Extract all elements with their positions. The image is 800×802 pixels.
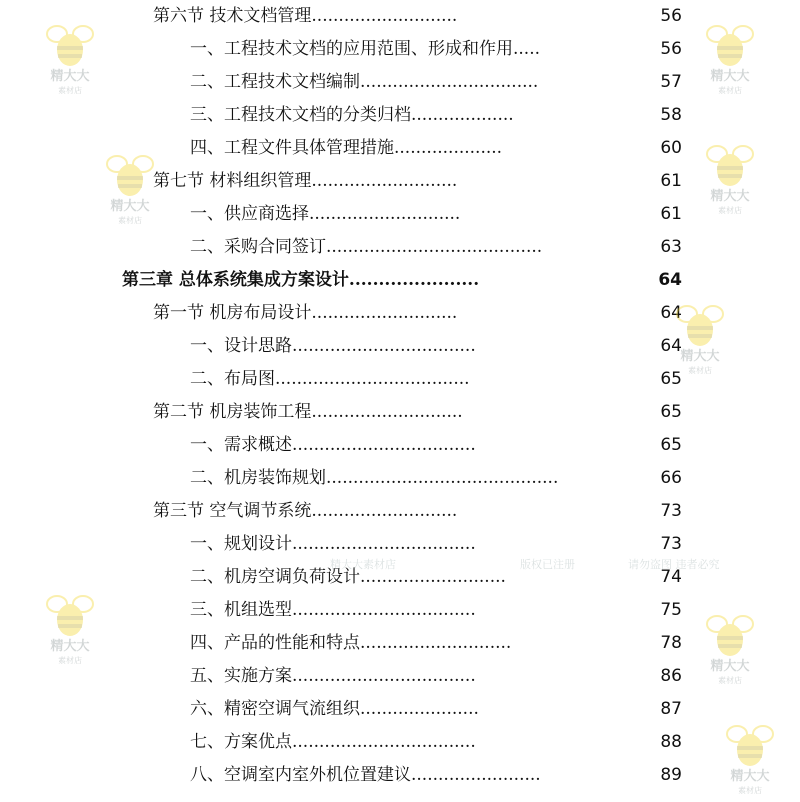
toc-leader-dots: ............................ — [360, 633, 512, 653]
toc-leader-dots: .................................. — [292, 336, 476, 356]
toc-leader-dots: ........................... — [311, 6, 458, 26]
toc-leader-dots: ................... — [411, 105, 514, 125]
toc-entry — [190, 730, 476, 754]
toc-entry — [122, 268, 479, 292]
toc-entry-label: 五、实施方案 — [190, 666, 292, 686]
toc-page-number: 63 — [660, 237, 682, 257]
toc-entry-label: 第一节 机房布局设计 — [153, 303, 312, 323]
toc-entry-label: 二、工程技术文档编制 — [190, 72, 360, 92]
toc-page-number: 60 — [660, 138, 682, 158]
toc-page-number: 73 — [660, 534, 682, 554]
toc-entry-label: 第三节 空气调节系统 — [153, 501, 312, 521]
svg-text:精大大: 精大大 — [710, 189, 750, 204]
toc-entry — [190, 532, 476, 556]
toc-page-number: 75 — [660, 600, 682, 620]
toc-page-number: 56 — [660, 6, 682, 26]
toc-entry — [190, 598, 476, 622]
toc-leader-dots: ........................... — [311, 171, 458, 191]
toc-entry — [190, 70, 538, 94]
svg-text:素材店: 素材店 — [58, 86, 82, 95]
toc-leader-dots: ........................... — [311, 303, 458, 323]
toc-entry-label: 第二节 机房装饰工程 — [153, 402, 312, 422]
watermark-notice: 精大大素材店 — [330, 558, 396, 571]
toc-entry-label: 一、设计思路 — [190, 336, 292, 356]
toc-entry-label: 六、精密空调气流组织 — [190, 699, 360, 719]
toc-leader-dots: .................................. — [292, 435, 476, 455]
toc-entry — [190, 103, 514, 127]
toc-leader-dots: ..... — [513, 39, 541, 59]
toc-leader-dots: .................................. — [292, 534, 476, 554]
toc-entry-label: 一、工程技术文档的应用范围、形成和作用 — [190, 39, 513, 59]
toc-leader-dots: ............................ — [309, 204, 461, 224]
toc-entry — [190, 202, 460, 226]
toc-page-number: 61 — [660, 204, 682, 224]
toc-leader-dots: ........................................... — [326, 468, 559, 488]
toc-page-number: 56 — [660, 39, 682, 59]
toc-entry-label: 二、机房装饰规划 — [190, 468, 326, 488]
toc-entry — [190, 664, 476, 688]
toc-entry — [153, 169, 457, 193]
svg-text:素材店: 素材店 — [118, 216, 142, 225]
toc-page-number: 88 — [660, 732, 682, 752]
toc-page-number: 64 — [660, 336, 682, 356]
toc-page-number: 65 — [660, 369, 682, 389]
toc-entry-label: 第六节 技术文档管理 — [153, 6, 312, 26]
svg-text:素材店: 素材店 — [738, 786, 762, 795]
toc-page-number: 87 — [660, 699, 682, 719]
toc-page-number: 58 — [660, 105, 682, 125]
toc-entry-label: 三、机组选型 — [190, 600, 292, 620]
toc-entry-label: 一、规划设计 — [190, 534, 292, 554]
toc-page-number: 66 — [660, 468, 682, 488]
toc-entry — [190, 433, 476, 457]
svg-text:精大大: 精大大 — [110, 199, 150, 214]
svg-text:精大大: 精大大 — [50, 639, 90, 654]
toc-leader-dots: ............................ — [311, 402, 463, 422]
toc-page-number: 64 — [660, 303, 682, 323]
svg-text:素材店: 素材店 — [58, 656, 82, 665]
toc-leader-dots: .................................. — [292, 600, 476, 620]
svg-text:素材店: 素材店 — [718, 676, 742, 685]
toc-page-number: 61 — [660, 171, 682, 191]
toc-entry-label: 二、采购合同签订 — [190, 237, 326, 257]
toc-entry-label: 四、产品的性能和特点 — [190, 633, 360, 653]
toc-page-number: 57 — [660, 72, 682, 92]
svg-text:精大大: 精大大 — [710, 69, 750, 84]
toc-leader-dots: ........................... — [311, 501, 458, 521]
svg-text:精大大: 精大大 — [730, 769, 770, 784]
toc-entry — [190, 466, 558, 490]
toc-entry — [153, 301, 457, 325]
svg-text:精大大: 精大大 — [680, 349, 720, 364]
toc-leader-dots: ................................. — [360, 72, 539, 92]
toc-entry — [190, 235, 542, 259]
toc-entry-label: 八、空调室内室外机位置建议 — [190, 765, 411, 785]
toc-entry — [190, 334, 476, 358]
toc-entry-label: 二、布局图 — [190, 369, 275, 389]
svg-text:精大大: 精大大 — [710, 659, 750, 674]
watermark-notice: 请勿盗图 违者必究 — [628, 558, 720, 571]
toc-entry — [153, 4, 457, 28]
toc-entry-label: 四、工程文件具体管理措施 — [190, 138, 394, 158]
toc-page-number: 78 — [660, 633, 682, 653]
svg-text:素材店: 素材店 — [718, 206, 742, 215]
watermark-notice: 版权已注册 — [520, 558, 575, 571]
toc-leader-dots: .................................. — [292, 666, 476, 686]
toc-entry-label: 第七节 材料组织管理 — [153, 171, 312, 191]
toc-entry-label: 七、方案优点 — [190, 732, 292, 752]
toc-entry — [190, 136, 502, 160]
toc-leader-dots: ...................... — [360, 699, 479, 719]
toc-entry — [190, 763, 541, 787]
toc-entry — [190, 631, 511, 655]
toc-page-number: 73 — [660, 501, 682, 521]
toc-entry-label: 三、工程技术文档的分类归档 — [190, 105, 411, 125]
svg-text:精大大: 精大大 — [50, 69, 90, 84]
toc-entry-label: 第三章 总体系统集成方案设计 — [122, 270, 349, 290]
toc-leader-dots: ........................ — [411, 765, 541, 785]
toc-leader-dots: ........................... — [360, 567, 506, 587]
toc-page-number: 74 — [660, 567, 682, 587]
toc-leader-dots: .................... — [394, 138, 503, 158]
toc-entry — [190, 367, 470, 391]
toc-entry-label: 二、机房空调负荷设计 — [190, 567, 360, 587]
toc-page-number: 86 — [660, 666, 682, 686]
svg-text:素材店: 素材店 — [688, 366, 712, 375]
toc-entry — [190, 37, 540, 61]
toc-leader-dots: ........................................ — [326, 237, 543, 257]
toc-page-number: 64 — [658, 270, 682, 290]
toc-entry — [190, 697, 479, 721]
toc-page-number: 65 — [660, 435, 682, 455]
toc-entry — [153, 499, 457, 523]
toc-entry — [153, 400, 463, 424]
toc-entry-label: 一、供应商选择 — [190, 204, 309, 224]
svg-text:素材店: 素材店 — [718, 86, 742, 95]
toc-page-number: 65 — [660, 402, 682, 422]
toc-leader-dots: .................................... — [275, 369, 470, 389]
toc-entry-label: 一、需求概述 — [190, 435, 292, 455]
toc-leader-dots: ...................... — [348, 270, 480, 290]
toc-page-number: 89 — [660, 765, 682, 785]
toc-leader-dots: .................................. — [292, 732, 476, 752]
